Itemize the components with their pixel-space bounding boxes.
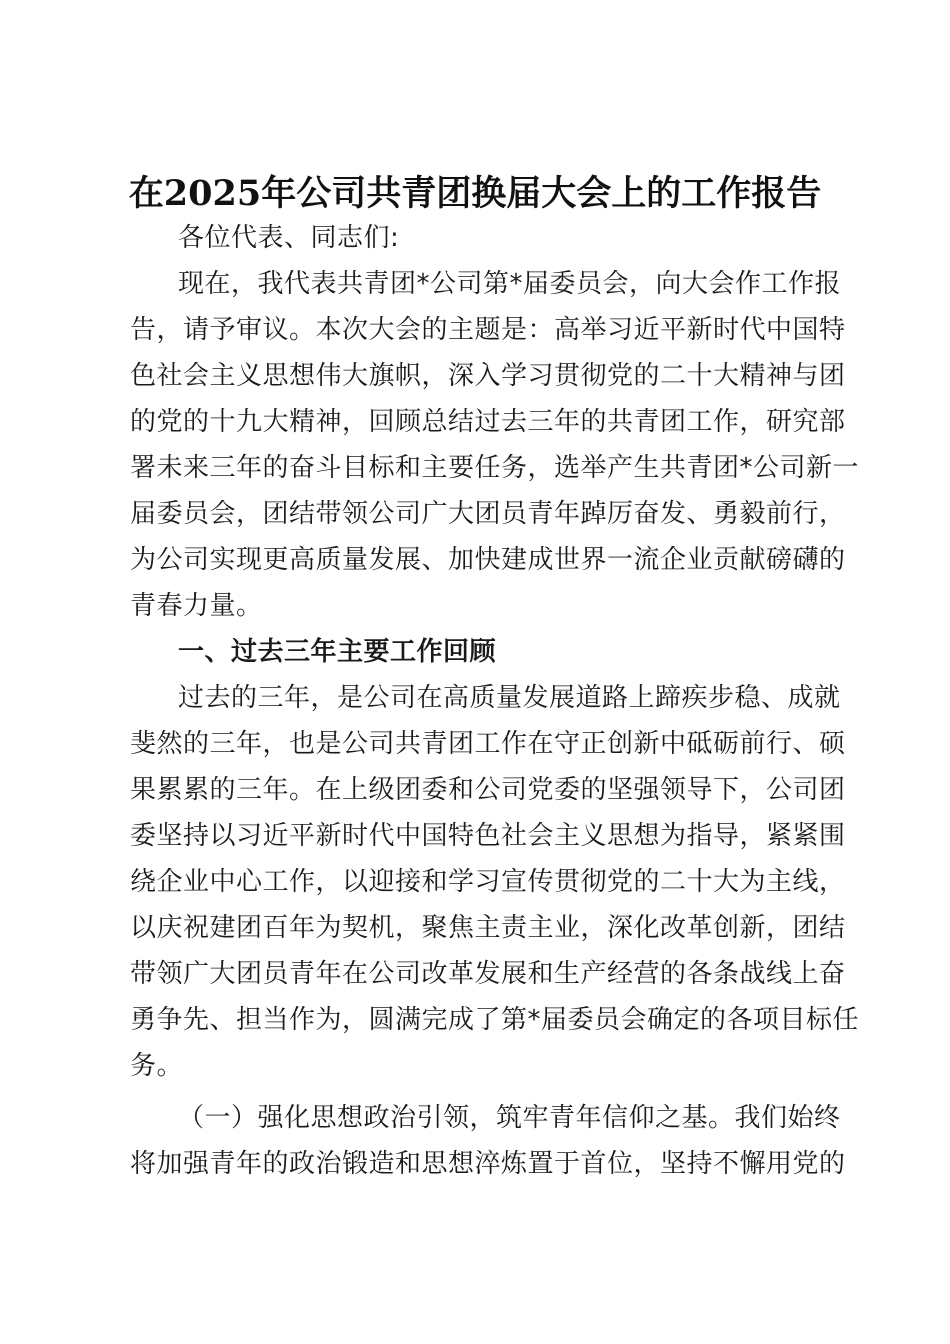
document-body <box>130 215 860 1187</box>
paragraph-2-line: 果累累的三年。在上级团委和公司党委的坚强领导下，公司团 <box>130 775 846 805</box>
paragraph-2-line: 斐然的三年，也是公司共青团工作在守正创新中砥砺前行、硕 <box>130 729 846 759</box>
paragraph-3 <box>130 1095 846 1187</box>
paragraph-1-line: 的党的十九大精神，回顾总结过去三年的共青团工作，研究部 <box>130 407 846 437</box>
salutation: 各位代表、同志们: <box>178 223 400 253</box>
paragraph-1-line: 告，请予审议。本次大会的主题是：高举习近平新时代中国特 <box>130 315 846 345</box>
paragraph-3-line: （一）强化思想政治引领，筑牢青年信仰之基。我们始终 <box>178 1103 841 1133</box>
paragraph-2-line: 务。 <box>130 1051 184 1081</box>
paragraph-1-line: 现在，我代表共青团*公司第*届委员会，向大会作工作报 <box>178 269 842 299</box>
paragraph-2-line: 过去的三年，是公司在高质量发展道路上蹄疾步稳、成就 <box>178 683 841 713</box>
section-1-heading: 一、过去三年主要工作回顾 <box>178 637 497 667</box>
paragraph-2-line: 以庆祝建团百年为契机，聚焦主责主业，深化改革创新，团结 <box>130 913 846 943</box>
paragraph-2 <box>130 675 860 1089</box>
paragraph-2-line: 委坚持以习近平新时代中国特色社会主义思想为指导，紧紧围 <box>130 821 846 851</box>
paragraph-1-line: 署未来三年的奋斗目标和主要任务，选举产生共青团*公司新一 <box>130 453 860 483</box>
paragraph-3-line: 将加强青年的政治锻造和思想淬炼置于首位，坚持不懈用党的 <box>130 1149 846 1179</box>
paragraph-2-line: 绕企业中心工作，以迎接和学习宣传贯彻党的二十大为主线， <box>130 867 846 897</box>
paragraph-2-line: 勇争先、担当作为，圆满完成了第*届委员会确定的各项目标任 <box>130 1005 860 1035</box>
paragraph-1-line: 青春力量。 <box>130 591 263 621</box>
paragraph-2-line: 带领广大团员青年在公司改革发展和生产经营的各条战线上奋 <box>130 959 846 989</box>
document-title: 在2025年公司共青团换届大会上的工作报告 <box>128 173 822 214</box>
paragraph-1 <box>130 261 860 629</box>
paragraph-1-line: 为公司实现更高质量发展、加快建成世界一流企业贡献磅礴的 <box>130 545 846 575</box>
paragraph-1-line: 色社会主义思想伟大旗帜，深入学习贯彻党的二十大精神与团 <box>130 361 846 391</box>
paragraph-1-line: 届委员会，团结带领公司广大团员青年踔厉奋发、勇毅前行， <box>130 499 846 529</box>
